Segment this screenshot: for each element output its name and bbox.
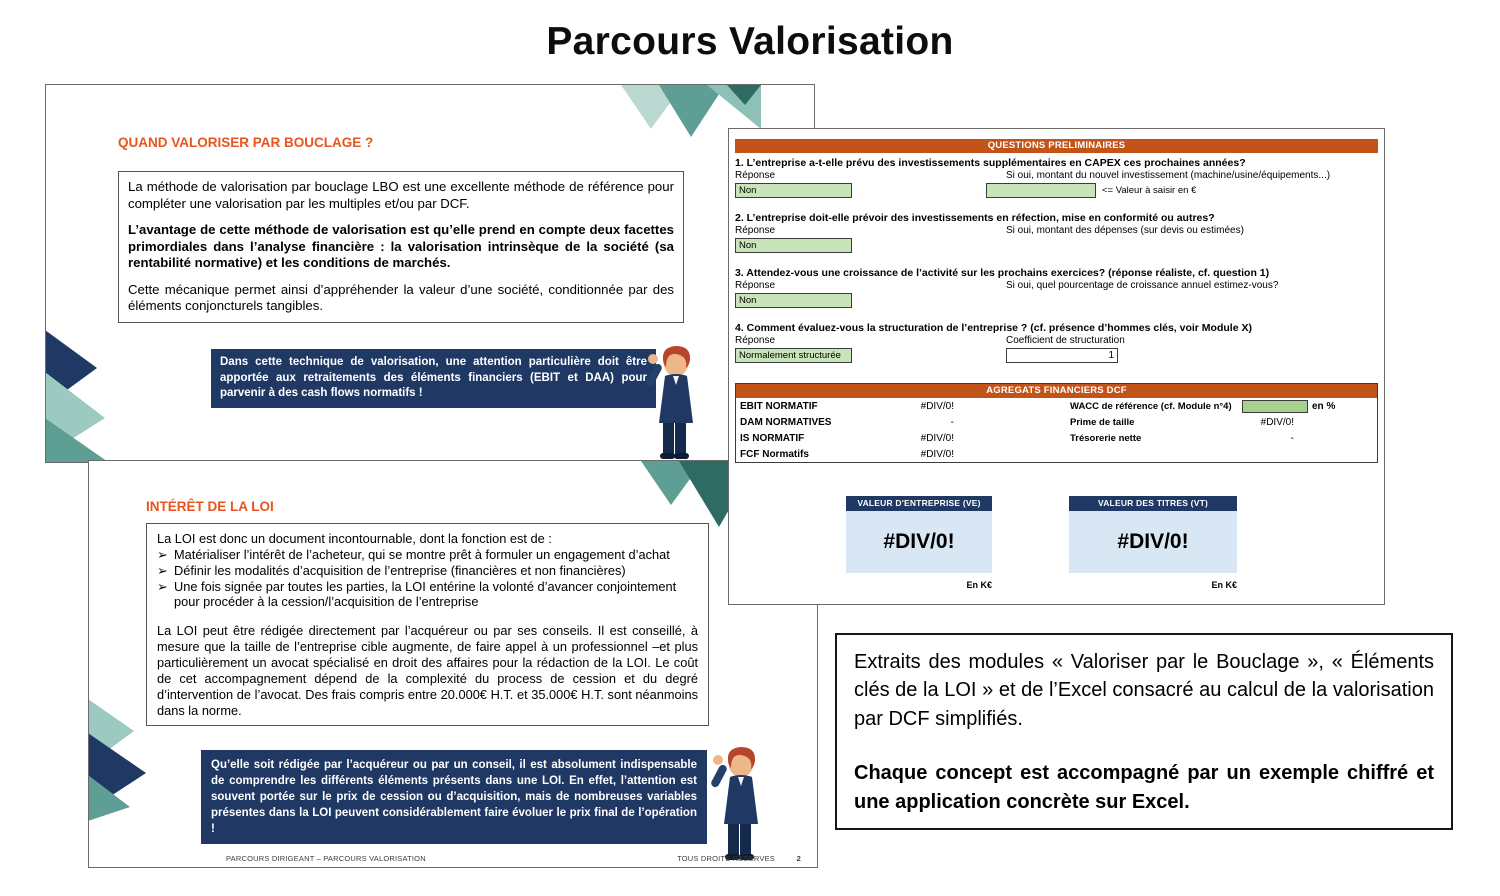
arrow-bullet-icon: ➢ bbox=[157, 578, 168, 594]
mascot-character-icon bbox=[711, 744, 767, 867]
slide1-callout: Dans cette technique de valorisation, une attention particulière doit être apportée aux retraitements des éléments financiers (EBIT et DAA) pour parvenir à des cash flows normatifs ! bbox=[211, 349, 656, 408]
table-row bbox=[736, 414, 1377, 430]
row-value: #DIV/0! bbox=[920, 400, 954, 412]
response-label: Réponse bbox=[735, 335, 776, 346]
question-block-3 bbox=[735, 267, 1378, 308]
slide1-paragraph-2: L’avantage de cette méthode de valorisation est qu’elle prend en compte deux facettes primordiales dans l’analyse financière : la valorisation intrinsèque de la société (sa rentabilité normative) et les conditions de marchés. bbox=[128, 222, 674, 270]
list-item-text: Matérialiser l’intérêt de l’acheteur, qui se montre prêt à formuler un engagement d’achat bbox=[174, 546, 670, 562]
titles-value: #DIV/0! bbox=[1069, 511, 1237, 573]
wacc-input-cell[interactable] bbox=[1242, 400, 1308, 413]
question-block-4 bbox=[735, 322, 1378, 363]
agregats-table bbox=[735, 383, 1378, 463]
slide2-paragraph: La LOI peut être rédigée directement par l’acquéreur ou par ses conseils. Il est conseillé, à mesure que la taille de l’entreprise cible augmente, de faire appel à un professionnel –et plus particulièrement un avocat spécialisé en droit des affaires pour la rédaction de la LOI. Le coût de cet accompagnement dépend de la complexité du process de cession et du degré d’intervention de l’avocat. Des frais compris entre 20.000€ H.T. et 35.000€ H.T. sont néanmoins dans la norme. bbox=[157, 623, 698, 718]
arrow-bullet-icon: ➢ bbox=[157, 562, 168, 578]
slide1-textbox bbox=[118, 171, 684, 323]
question-text: 2. L’entreprise doit-elle prévoir des investissements en réfection, mise en conformité ou autres? bbox=[735, 212, 1215, 224]
question-block-2 bbox=[735, 212, 1378, 253]
row-label: Prime de taille bbox=[1070, 416, 1135, 428]
table-row bbox=[736, 430, 1377, 446]
slide2-heading: INTÉRÊT DE LA LOI bbox=[146, 499, 274, 514]
value-boxes bbox=[735, 496, 1378, 590]
slide-quand-valoriser bbox=[45, 84, 815, 463]
question-text: 1. L’entreprise a-t-elle prévu des investissements supplémentaires en CAPEX ces prochaines années? bbox=[735, 157, 1246, 169]
titles-value-box bbox=[1069, 496, 1237, 590]
unit-label: En K€ bbox=[1211, 580, 1237, 590]
question-text: 3. Attendez-vous une croissance de l’activité sur les prochains exercices? (réponse réaliste, cf. question 1) bbox=[735, 267, 1270, 279]
row-label: WACC de référence (cf. Module n°4) bbox=[1070, 400, 1232, 412]
slide1-paragraph-1: La méthode de valorisation par bouclage LBO est une excellente méthode de référence pour compléter une valorisation par les multiples et/ou par DCF. bbox=[128, 179, 674, 211]
list-item-text: Une fois signée par toutes les parties, la LOI entérine la volonté d’avancer conjointement pour procéder à la cession/l’acquisition de l’entreprise bbox=[174, 578, 677, 610]
slide2-callout: Qu’elle soit rédigée par l’acquéreur ou par un conseil, il est absolument indispensable de comprendre les différents éléments présents dans une LOI. En effet, l’attention est souvent portée sur le prix de cession ou d’acquisition, mais de nombreuses variables présentes dans la LOI peuvent considérablement faire évoluer le prix final de l’opération ! bbox=[201, 750, 707, 844]
slide-interet-loi bbox=[88, 460, 818, 868]
condition-label: Si oui, quel pourcentage de croissance annuel estimez-vous? bbox=[1006, 280, 1279, 291]
row-label: FCF Normatifs bbox=[740, 448, 809, 460]
unit-label: En K€ bbox=[966, 580, 992, 590]
unit-label: en % bbox=[1312, 400, 1336, 412]
slide1-paragraph-3: Cette mécanique permet ainsi d’appréhender la valeur d’une société, conditionnée par des éléments conjoncturels tangibles. bbox=[128, 281, 674, 313]
response-label: Réponse bbox=[735, 170, 776, 181]
response-label: Réponse bbox=[735, 225, 776, 236]
row-label: Trésorerie nette bbox=[1070, 432, 1142, 444]
row-label: EBIT NORMATIF bbox=[740, 400, 818, 412]
enterprise-value-box bbox=[846, 496, 992, 590]
condition-label: Coefficient de structuration bbox=[1006, 335, 1125, 346]
mascot-character-icon bbox=[646, 343, 702, 463]
footer-left-text: PARCOURS DIRIGEANT – PARCOURS VALORISATION bbox=[226, 854, 426, 863]
enterprise-value: #DIV/0! bbox=[846, 511, 992, 573]
list-item bbox=[157, 547, 698, 563]
page-number: 2 bbox=[796, 854, 801, 863]
agregats-header-bar: AGREGATS FINANCIERS DCF bbox=[736, 384, 1377, 398]
row-value: - bbox=[1290, 432, 1294, 444]
enterprise-value-title: VALEUR D'ENTREPRISE (VE) bbox=[846, 496, 992, 511]
response-input-cell[interactable]: Non bbox=[735, 238, 852, 253]
questions-header-bar: QUESTIONS PRELIMINAIRES bbox=[735, 139, 1378, 153]
row-value: #DIV/0! bbox=[920, 432, 954, 444]
question-text: 4. Comment évaluez-vous la structuration de l’entreprise ? (cf. présence d’hommes clés, voir Module X) bbox=[735, 322, 1252, 334]
condition-label: Si oui, montant du nouvel investissement (machine/usine/équipements...) bbox=[1006, 170, 1331, 181]
condition-label: Si oui, montant des dépenses (sur devis ou estimées) bbox=[1006, 225, 1244, 236]
row-value: #DIV/0! bbox=[1260, 416, 1294, 428]
teal-triangles-decoration bbox=[45, 330, 117, 463]
slide2-intro: La LOI est donc un document incontournable, dont la fonction est de : bbox=[157, 531, 552, 546]
list-item bbox=[157, 579, 698, 611]
caption-paragraph-1: Extraits des modules « Valoriser par le Bouclage », « Éléments clés de la LOI » et de l’Excel consacré au calcul de la valorisation par DCF simplifiés. bbox=[854, 651, 1434, 730]
list-item bbox=[157, 563, 698, 579]
slide2-textbox bbox=[146, 523, 709, 726]
slide1-heading: QUAND VALORISER PAR BOUCLAGE ? bbox=[118, 135, 374, 150]
cell-note: <= Valeur à saisir en € bbox=[1102, 184, 1197, 196]
amount-input-cell[interactable] bbox=[986, 183, 1096, 198]
row-label: IS NORMATIF bbox=[740, 432, 805, 444]
titles-value-title: VALEUR DES TITRES (VT) bbox=[1069, 496, 1237, 511]
response-input-cell[interactable]: Non bbox=[735, 293, 852, 308]
list-item-text: Définir les modalités d’acquisition de l’entreprise (financières et non financières) bbox=[174, 562, 626, 578]
slide-footer bbox=[89, 854, 817, 868]
response-input-cell[interactable]: Normalement structurée bbox=[735, 348, 852, 363]
coefficient-input-cell[interactable]: 1 bbox=[1006, 348, 1118, 363]
caption-paragraph-2: Chaque concept est accompagné par un exemple chiffré et une application concrète sur Excel. bbox=[854, 762, 1434, 813]
response-label: Réponse bbox=[735, 280, 776, 291]
footer-right-text: TOUS DROITS RESERVES bbox=[677, 854, 775, 863]
teal-triangles-decoration bbox=[88, 699, 152, 821]
response-input-cell[interactable]: Non bbox=[735, 183, 852, 198]
row-label: DAM NORMATIVES bbox=[740, 416, 832, 428]
excel-panel bbox=[728, 128, 1385, 605]
page-title: Parcours Valorisation bbox=[546, 20, 954, 63]
question-block-1 bbox=[735, 157, 1378, 198]
table-row bbox=[736, 446, 1377, 462]
table-row bbox=[736, 398, 1377, 414]
caption-box bbox=[835, 633, 1453, 830]
row-value: #DIV/0! bbox=[920, 448, 954, 460]
arrow-bullet-icon: ➢ bbox=[157, 546, 168, 562]
row-value: - bbox=[950, 416, 954, 428]
